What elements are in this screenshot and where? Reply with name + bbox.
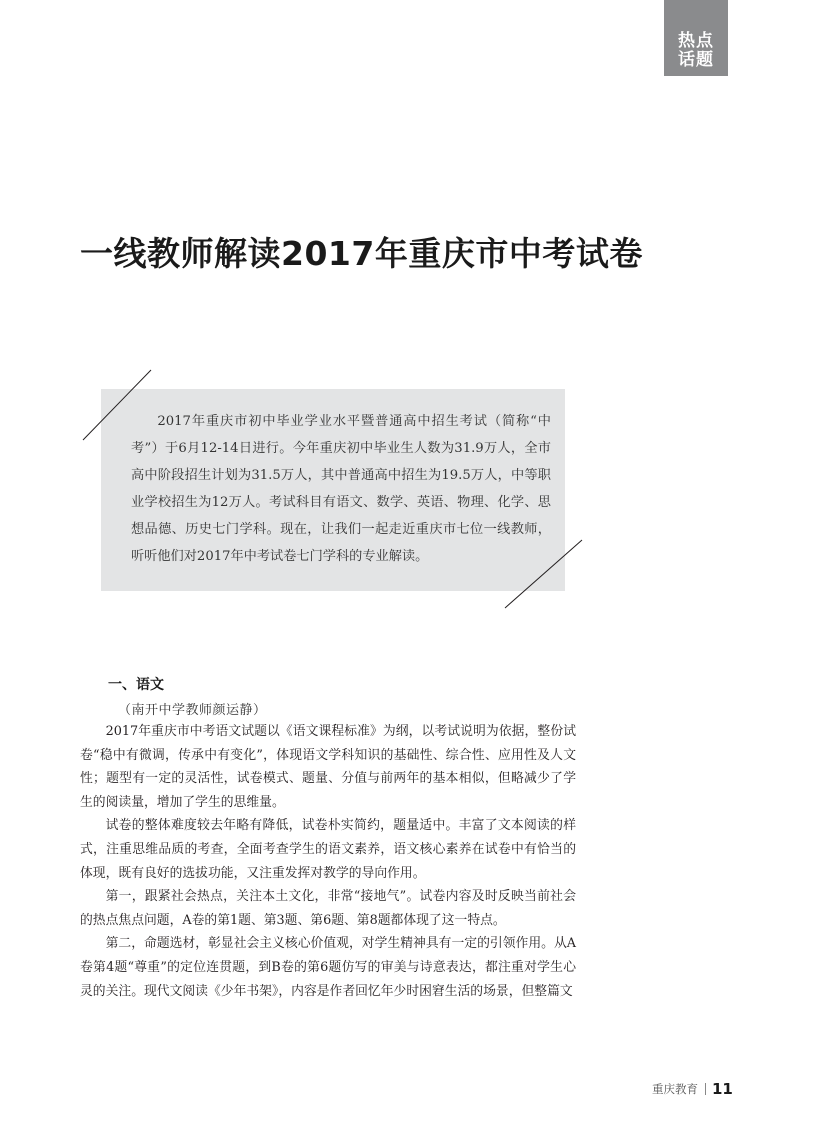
paragraph: 第二，命题选材，彰显社会主义核心价值观，对学生精神具有一定的引领作用。从A卷第4题“尊重”的定位连贯题，到B卷的第6题仿写的审美与诗意表达，都注重对学生心灵的关注。现代文阅读《少年书架》，内容是作者回忆年少时困窘生活的场景，但整篇文: [80, 936, 576, 999]
section-tab: [664, 0, 728, 76]
section-tab-line1: 热点: [678, 31, 714, 51]
paragraph: 试卷的整体难度较去年略有降低，试卷朴实简约，题量适中。丰富了文本阅读的样式，注重思维品质的考查，全面考查学生的语文素养，语文核心素养在试卷中有恰当的体现，既有良好的选拔功能，又注重发挥对教学的导向作用。: [80, 818, 576, 881]
paragraph: 第一，跟紧社会热点，关注本土文化，非常“接地气”。试卷内容及时反映当前社会的热点焦点问题，A卷的第1题、第3题、第6题、第8题都体现了这一特点。: [80, 889, 576, 928]
footer-label: 重庆教育: [652, 1082, 698, 1096]
page-footer: [652, 1080, 733, 1098]
intro-text: 2017年重庆市初中毕业学业水平暨普通高中招生考试（简称“中考”）于6月12-14日进行。今年重庆初中毕业生人数为31.9万人，全市高中阶段招生计划为31.5万人，其中普通高中招生为19.5万人，中等职业学校招生为12万人。考试科目有语文、数学、英语、物理、化学、思想品德、历史七门学科。现在，让我们一起走近重庆市七位一线教师，听听他们对2017年中考试卷七门学科的专业解读。: [131, 414, 551, 564]
author-line: （南开中学教师颜运静）: [118, 703, 267, 718]
page-number: 11: [712, 1080, 733, 1098]
section-tab-line2: 话题: [678, 50, 714, 70]
footer-divider: [705, 1083, 706, 1095]
article-body: [80, 720, 576, 1003]
page-title: 一线教师解读2017年重庆市中考试卷: [80, 234, 643, 273]
section-heading: 一、语文: [108, 677, 164, 693]
paragraph: 2017年重庆市中考语文试题以《语文课程标准》为纲，以考试说明为依据，整份试卷“稳中有微调，传承中有变化”，体现语文学科知识的基础性、综合性、应用性及人文性；题型有一定的灵活性，试卷模式、题量、分值与前两年的基本相似，但略减少了学生的阅读量，增加了学生的思维量。: [80, 724, 576, 810]
